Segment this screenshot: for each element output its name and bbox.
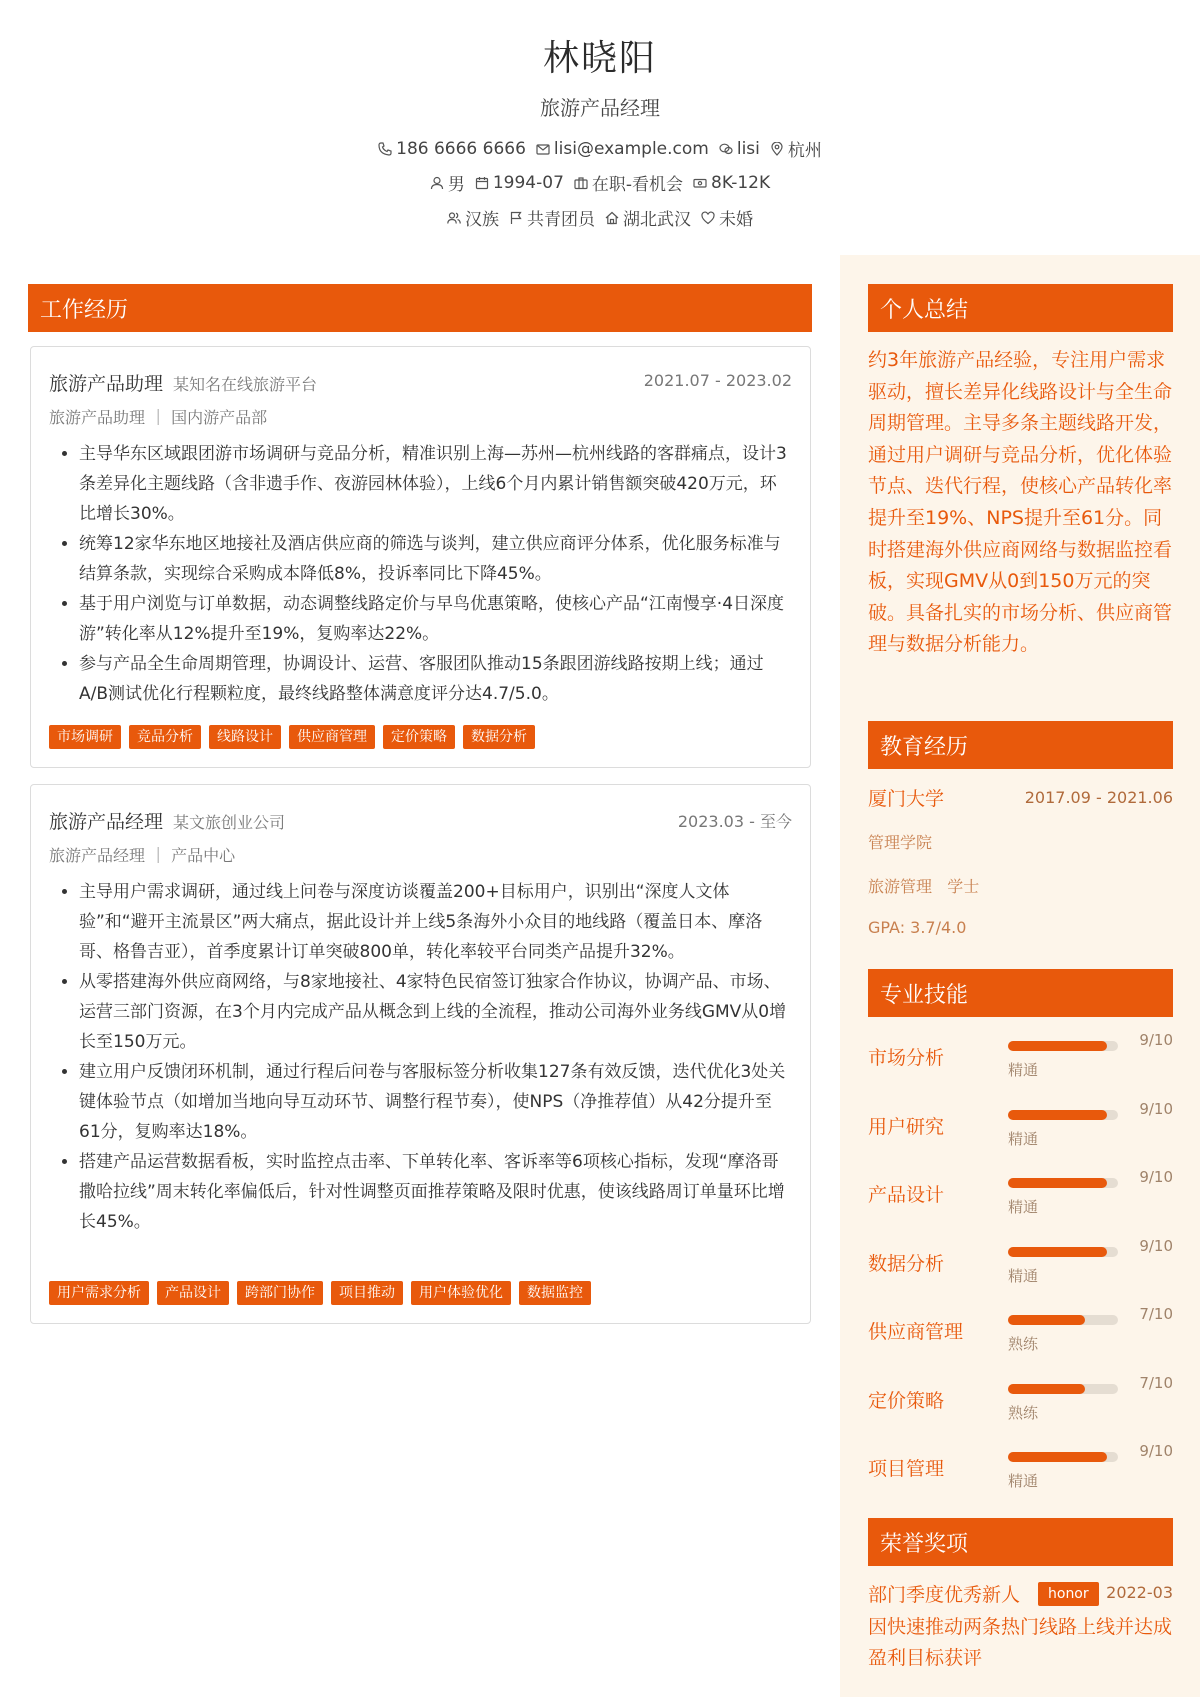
- section-summary-title: 个人总结: [880, 297, 969, 323]
- work-bullet: • 搭建产品运营数据看板，实时监控点击率、下单转化率、客诉率等6项核心指标，发现“摩洛哥撒哈拉线”周末转化率偏低后，针对性调整页面推荐策略及限时优惠，使该线路周订单量环比增长45%。: [79, 1147, 792, 1237]
- work-company: 某文旅创业公司: [173, 813, 286, 832]
- contact-row: [0, 136, 1200, 161]
- work-subtitle: 旅游产品经理 ｜ 产品中心: [49, 846, 236, 865]
- skill-name: 供应商管理: [868, 1321, 964, 1343]
- work-card-2: [30, 784, 811, 1324]
- section-awards-header: [868, 1518, 1173, 1566]
- work-company: 某知名在线旅游平台: [173, 375, 318, 394]
- work-role-text: 旅游产品助理: [49, 373, 164, 395]
- section-awards-title: 荣誉奖项: [880, 1531, 969, 1557]
- job-status: [574, 170, 683, 195]
- award-date: 2022-03: [1106, 1583, 1173, 1602]
- skill-bar-fill: [1008, 1452, 1107, 1462]
- marital-status-text: 未婚: [719, 210, 753, 230]
- skill-name: 定价策略: [868, 1389, 945, 1412]
- phone[interactable]: [378, 136, 526, 161]
- skill-name: 数据分析: [868, 1252, 945, 1275]
- skill-bar-fill: [1008, 1384, 1085, 1394]
- resume-header: [0, 0, 1200, 250]
- birth: [475, 170, 564, 195]
- skill-score: 7/10: [1139, 1373, 1173, 1392]
- money-icon: [693, 176, 707, 190]
- birth-text: 1994-07: [492, 172, 564, 193]
- skill-score: 7/10: [1139, 1305, 1173, 1323]
- skill-level: 精通: [1008, 1061, 1039, 1079]
- wechat: [719, 136, 760, 161]
- home-icon: [605, 211, 619, 225]
- ethnicity: [447, 205, 499, 230]
- wechat-icon: [719, 142, 733, 156]
- skill-level: 精通: [1008, 1472, 1039, 1490]
- skill-tag: 用户需求分析: [49, 1281, 149, 1305]
- hometown: [605, 205, 691, 230]
- work-bullet: • 主导华东区域跟团游市场调研与竞品分析，精准识别上海—苏州—杭州线路的客群痛点，设计3条差异化主题线路（含非遗手作、夜游园林体验），上线6个月内累计销售额突破420万元，环比增长30%。: [79, 439, 792, 529]
- work-subtitle: 旅游产品助理 ｜ 国内游产品部: [49, 408, 268, 427]
- work-role: [49, 807, 285, 834]
- calendar-icon: [475, 176, 489, 190]
- skill-tag: 定价策略: [383, 725, 455, 749]
- skill-level: 熟练: [1008, 1403, 1039, 1422]
- skill-bar: [1008, 1110, 1118, 1120]
- wechat-text: lisi: [736, 138, 760, 159]
- work-role-text: 旅游产品经理: [49, 811, 164, 833]
- edu-gpa: GPA: 3.7/4.0: [868, 918, 967, 937]
- skill-name: 产品设计: [868, 1184, 945, 1206]
- political-status: [509, 205, 595, 230]
- work-bullet: • 建立用户反馈闭环机制，通过行程后问卷与客服标签分析收集127条有效反馈，迭代优化3处关键体验节点（如增加当地向导互动环节、调整行程节奏），使NPS（净推荐值）从42分提升至61分，复购率达18%。: [79, 1057, 792, 1147]
- location-icon: [770, 142, 784, 156]
- mail-icon: [536, 142, 550, 156]
- skill-bar: [1008, 1315, 1118, 1325]
- work-bullets: [79, 439, 792, 709]
- skill-tag: 线路设计: [209, 725, 281, 749]
- email-text: lisi@example.com: [553, 138, 709, 159]
- personal-row: [0, 170, 1200, 195]
- email[interactable]: [536, 136, 709, 161]
- summary-text: 约3年旅游产品经验，专注用户需求驱动，擅长差异化线路设计与全生命周期管理。主导多条主题线路开发，通过用户调研与竞品分析，优化体验节点、迭代行程，使核心产品转化率提升至19%、NPS提升至61分。同时搭建海外供应商网络与数据监控看板，实现GMV从0到150万元的突破。具备扎实的市场分析、供应商管理与数据分析能力。: [868, 349, 1173, 656]
- skill-level: 熟练: [1008, 1335, 1039, 1353]
- edu-college: 管理学院: [868, 833, 933, 852]
- skill-bar: [1008, 1041, 1118, 1051]
- salary: [693, 170, 770, 195]
- section-skills-title: 专业技能: [880, 982, 969, 1008]
- work-bullet: • 基于用户浏览与订单数据，动态调整线路定价与早鸟优惠策略，使核心产品“江南慢享·4日深度游”转化率从12%提升至19%，复购率达22%。: [79, 589, 792, 649]
- marital-status: [701, 205, 753, 230]
- edu-major: 旅游管理 学士: [868, 877, 980, 896]
- location: [770, 136, 822, 161]
- briefcase-icon: [574, 176, 588, 190]
- ethnicity-text: 汉族: [465, 210, 499, 230]
- skill-level: 精通: [1008, 1266, 1039, 1285]
- award-title: 部门季度优秀新人: [868, 1584, 1021, 1606]
- skill-bar: [1008, 1384, 1118, 1394]
- heart-icon: [701, 211, 715, 225]
- skill-tag: 市场调研: [49, 725, 121, 749]
- skill-bar-fill: [1008, 1110, 1107, 1120]
- section-education-title: 教育经历: [880, 734, 969, 760]
- skill-score: 9/10: [1139, 1168, 1173, 1186]
- section-summary-header: [868, 284, 1173, 332]
- skill-tag: 数据分析: [463, 725, 535, 749]
- skill-bar-fill: [1008, 1178, 1107, 1188]
- edu-date: 2017.09 - 2021.06: [1024, 788, 1173, 807]
- background-row: [0, 205, 1200, 230]
- skill-score: 9/10: [1139, 1099, 1173, 1118]
- work-role: [49, 369, 317, 396]
- skill-level: 精通: [1008, 1198, 1039, 1216]
- award-badge: honor: [1038, 1582, 1099, 1606]
- people-icon: [447, 211, 461, 225]
- gender: [430, 170, 465, 195]
- section-work-header: [28, 284, 812, 332]
- location-text: 杭州: [787, 141, 822, 161]
- work-bullets: [79, 877, 792, 1237]
- salary-text: 8K-12K: [711, 172, 771, 193]
- skill-score: 9/10: [1139, 1442, 1173, 1460]
- flag-icon: [509, 211, 523, 225]
- skill-name: 用户研究: [868, 1115, 945, 1138]
- skill-tag: 数据监控: [519, 1281, 591, 1305]
- skill-score: 9/10: [1139, 1031, 1173, 1049]
- user-icon: [430, 176, 444, 190]
- skill-tag: 产品设计: [157, 1281, 229, 1305]
- skill-tag: 供应商管理: [289, 725, 375, 749]
- skill-level: 精通: [1008, 1129, 1039, 1148]
- skill-bar-fill: [1008, 1247, 1107, 1257]
- skill-bar-fill: [1008, 1315, 1085, 1325]
- skill-tag: 跨部门协作: [237, 1281, 323, 1305]
- work-date: 2021.07 - 2023.02: [643, 371, 792, 390]
- award-description: 因快速推动两条热门线路上线并达成盈利目标获评: [868, 1616, 1173, 1669]
- skill-bar: [1008, 1178, 1118, 1188]
- work-tags: [49, 725, 535, 749]
- skill-bar: [1008, 1247, 1118, 1257]
- skill-name: 市场分析: [868, 1047, 945, 1069]
- phone-text: 186 6666 6666: [396, 138, 526, 159]
- skill-name: 项目管理: [868, 1458, 945, 1480]
- skill-score: 9/10: [1139, 1236, 1173, 1255]
- edu-school: 厦门大学: [868, 788, 945, 810]
- work-date: 2023.03 - 至今: [677, 812, 792, 831]
- work-bullet: • 主导用户需求调研，通过线上问卷与深度访谈覆盖200+目标用户，识别出“深度人文体验”和“避开主流景区”两大痛点，据此设计并上线5条海外小众目的地线路（覆盖日本、摩洛哥、格鲁吉亚），首季度累计订单突破800单，转化率较平台同类产品提升32%。: [79, 877, 792, 967]
- work-tags: [49, 1281, 591, 1305]
- skill-bar-fill: [1008, 1041, 1107, 1051]
- section-education-header: [868, 721, 1173, 769]
- candidate-title: 旅游产品经理: [540, 96, 660, 120]
- work-card-1: [30, 346, 811, 768]
- job-status-text: 在职-看机会: [591, 175, 684, 195]
- hometown-text: 湖北武汉: [623, 210, 691, 230]
- phone-icon: [378, 142, 392, 156]
- skill-bar: [1008, 1452, 1118, 1462]
- political-status-text: 共青团员: [527, 210, 595, 230]
- section-work-title: 工作经历: [40, 297, 129, 323]
- skill-tag: 项目推动: [331, 1281, 403, 1305]
- candidate-name: 林晓阳: [542, 38, 657, 79]
- work-bullet: • 统筹12家华东地区地接社及酒店供应商的筛选与谈判，建立供应商评分体系，优化服务标准与结算条款，实现综合采购成本降低8%，投诉率同比下降45%。: [79, 529, 792, 589]
- section-skills-header: [868, 969, 1173, 1017]
- skill-tag: 竞品分析: [129, 725, 201, 749]
- skill-tag: 用户体验优化: [411, 1281, 511, 1305]
- work-bullet: • 参与产品全生命周期管理，协调设计、运营、客服团队推动15条跟团游线路按期上线；通过A/B测试优化行程颗粒度，最终线路整体满意度评分达4.7/5.0。: [79, 649, 792, 709]
- gender-text: 男: [447, 175, 465, 195]
- work-bullet: • 从零搭建海外供应商网络，与8家地接社、4家特色民宿签订独家合作协议，协调产品、市场、运营三部门资源，在3个月内完成产品从概念到上线的全流程，推动公司海外业务线GMV从0增长至150万元。: [79, 967, 792, 1057]
